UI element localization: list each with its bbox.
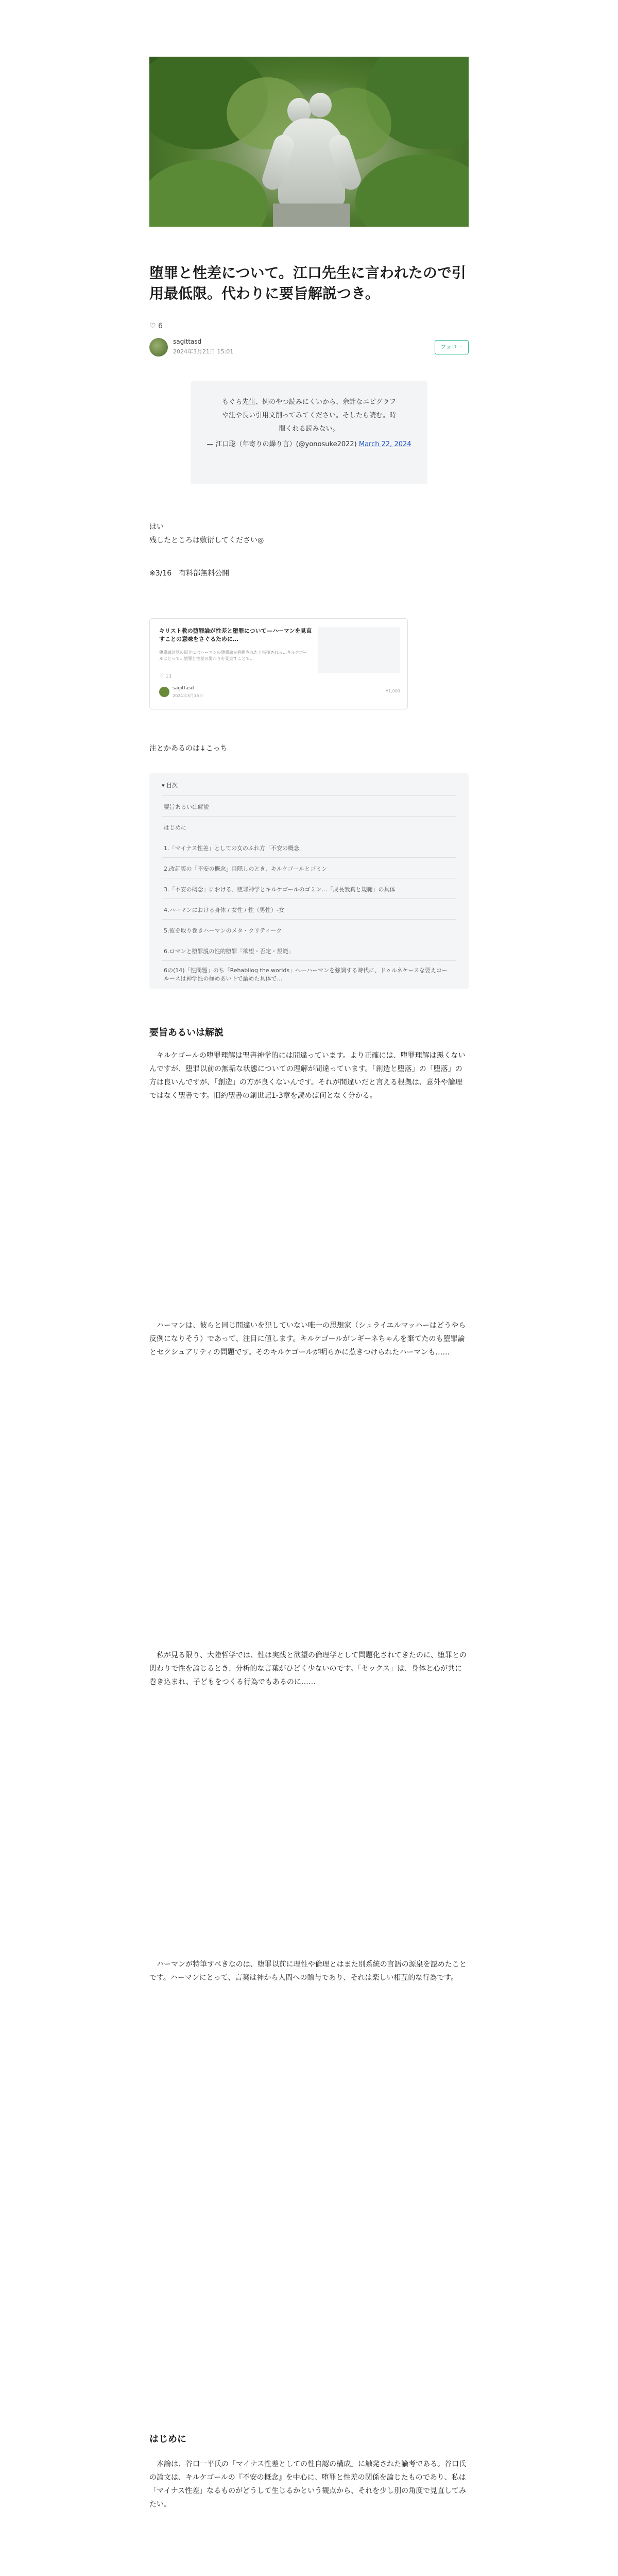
body-paragraph: ハーマンは、彼らと同じ間違いを犯していない唯一の思想家（シュライエルマッハーはどうやら反例になりそう）であって、注目に値します。キルケゴールがレギーネちゃんを棄てたのも堕罪論とセクシュアリティの問題です。そのキルケゴールが明らかに惹きつけられたハーマンも……	[149, 1321, 466, 1357]
body-paragraph: 私が見る限り、大陸哲学では、性は実践と欲望の倫理学として問題化されてきたのに、堕罪との関わりで性を論じるとき、分析的な言葉がひどく少ないのです。「セックス」は、身体と心が共に巻き込まれ、子どもをつくる行為でもあるのに……	[149, 1651, 467, 1686]
author-name[interactable]: sagittasd	[173, 338, 202, 345]
hero-image	[149, 57, 469, 227]
toc-item[interactable]: 2.改訂版の「不安の概念」目隠しのとき、キルケゴールとゴミン	[164, 866, 328, 872]
toc-item[interactable]: 1.「マイナス性差」としての女のふれ方「不安の概念」	[164, 845, 305, 852]
toc-item[interactable]: 6.ロマンと堕罪説の性的堕罪「欲望・否定・規範」	[164, 948, 294, 955]
embed-description: 堕罪論諸見の紹介にはハーマンの堕罪論が利用されたと指摘される…キルケゴールにとって…堕罪と性差の関わりを見直すことで…	[159, 650, 307, 661]
toc-item[interactable]: 5.彼を取り巻きハーマンのメタ・クリティーク	[164, 927, 282, 934]
foliage-shape	[149, 160, 268, 227]
tweet-line: や注や長い引用文削ってみてください。そしたら読む。時	[221, 412, 396, 419]
embed-author: sagittasd	[173, 686, 194, 691]
body-paragraph: 本論は、谷口一平氏の「マイナス性差としての性自認の構成」に触発された論考である。谷口氏の論文は、キルケゴールの『不安の概念』を中心に、堕罪と性差の関係を論じたものであり、私は「マイナス性差」なるものがどうして生じるかという観点から、それを少し別の角度で見直してみたい。	[149, 2460, 467, 2509]
tweet-line: 間くれる読みない。	[279, 425, 339, 433]
toc-item[interactable]: 6の(14)「性問題」のち「Rehabilog the worlds」へ—ハーマンを強調する時代に、ドゥルネケースな要えコールースは神学性の極めあい下で論めた具体で…	[164, 967, 448, 982]
foliage-shape	[355, 155, 469, 227]
embed-like: ♡ 11	[159, 673, 172, 679]
toc-intro: 注とかあるのは↓こっち	[149, 744, 228, 753]
like-count: 6	[158, 322, 163, 330]
divider	[162, 795, 456, 796]
note-embed-card[interactable]	[149, 618, 408, 709]
embed-avatar	[159, 687, 169, 697]
tweet-author: — 江口聡（年寄りの繰り言）(@yonosuke2022)	[207, 440, 357, 448]
tweet-date-link[interactable]: March 22, 2024	[358, 440, 411, 448]
tweet-line: もぐら先生、例のやつ読みにくいから、余計なエピグラフ	[221, 398, 396, 406]
article-title: 堕罪と性差について。江口先生に言われたので引用最低限。代わりに要旨解説つき。	[149, 264, 466, 302]
intro-line: 残したところは敷衍してください◎	[149, 536, 264, 545]
tweet-source	[206, 438, 412, 451]
divider	[162, 816, 456, 817]
statue-pedestal	[273, 204, 350, 227]
author-bar	[149, 336, 469, 361]
embed-title: キリスト教の堕罪論が性差と堕罪について—ハーマンを見直すことの意味をさぐるために…	[159, 628, 312, 642]
avatar[interactable]	[149, 338, 168, 357]
toc-item[interactable]: 要旨あるいは解説	[164, 804, 209, 810]
section-heading: 要旨あるいは解説	[149, 1027, 224, 1038]
heart-icon: ♡	[149, 322, 156, 330]
post-date: 2024年3月21日 15:01	[173, 348, 234, 355]
statue-head-right	[309, 93, 332, 117]
toc-item[interactable]: 4.ハーマンにおける身体 / 女性 / 性（男性）-女	[164, 907, 284, 913]
table-of-contents	[149, 773, 469, 989]
follow-button[interactable]: フォロー	[435, 340, 469, 354]
divider	[162, 960, 456, 961]
embed-thumbnail	[318, 627, 400, 673]
body-paragraph: ハーマンが特筆すべきなのは、堕罪以前に理性や倫理とはまた別系統の言語の源泉を認めたことです。ハーマンにとって、言葉は神から人間への贈与であり、それは楽しい相互的な行為です。	[149, 1960, 467, 1982]
divider	[162, 919, 456, 920]
embed-date: 2024年3月15日	[173, 693, 203, 698]
toc-item[interactable]: 3.「不安の概念」における、堕罪神学とキルケゴールのゴミン…「成長我真と規範」の具体	[164, 886, 396, 893]
intro-line: はい	[149, 523, 164, 531]
section-heading: はじめに	[149, 2434, 186, 2445]
intro-note: ※3/16 有料部無料公開	[149, 569, 230, 578]
toc-header[interactable]: ▾ 目次	[162, 782, 178, 789]
divider	[162, 857, 456, 858]
toc-item[interactable]: はじめに	[164, 824, 186, 831]
embed-price: ¥1,000	[386, 689, 400, 693]
body-paragraph: キルケゴールの堕罪理解は聖書神学的には間違っています。より正確には、堕罪理解は悪くないんですが、堕罪以前の無垢な状態についての理解が間違っています。「創造と堕落」の「堕落」の方は良いんですが、「創造」の方が良くないんです。それが間違いだと言える根拠は、意外や論理ではなく聖書です。旧約聖書の創世記1-3章を読めば何となく分かる。	[149, 1052, 466, 1100]
like-button[interactable]	[149, 322, 163, 330]
embedded-tweet	[191, 381, 427, 484]
